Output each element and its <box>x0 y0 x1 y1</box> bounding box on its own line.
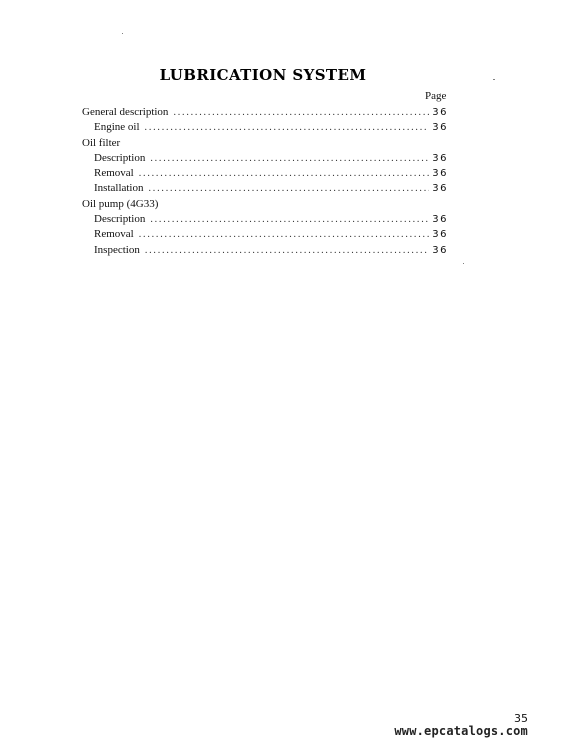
toc-entry-label: Removal <box>94 167 134 180</box>
toc-heading-oil-pump <box>82 197 448 212</box>
toc-entry-page: 36 <box>432 152 448 164</box>
toc-entry-page: 36 <box>432 168 448 180</box>
page-column-header: Page <box>425 90 447 102</box>
table-of-contents <box>82 105 448 258</box>
toc-entry-page: 36 <box>432 183 448 195</box>
toc-entry-label: Installation <box>94 182 144 195</box>
toc-entry-oil-filter-description <box>82 151 448 166</box>
scan-speck <box>463 263 464 264</box>
toc-entry-label: General description <box>82 106 169 118</box>
dot-leader <box>145 120 430 135</box>
toc-entry-oil-pump-removal <box>82 227 448 242</box>
toc-entry-oil-filter-removal <box>82 166 448 181</box>
toc-entry-page: 36 <box>432 107 448 118</box>
toc-entry-oil-filter-installation <box>82 181 448 196</box>
toc-entry-page: 36 <box>432 122 448 134</box>
section-title: LUBRICATION SYSTEM <box>159 66 367 84</box>
dot-leader <box>173 105 429 120</box>
toc-entry-label: Inspection <box>94 243 140 256</box>
toc-entry-label: Oil pump (4G33) <box>82 197 159 210</box>
dot-leader <box>150 212 429 227</box>
page-number: 35 <box>514 712 528 725</box>
toc-entry-engine-oil <box>82 120 448 135</box>
toc-entry-label: Oil filter <box>82 136 121 149</box>
toc-entry-page: 36 <box>432 229 448 241</box>
dot-leader <box>145 243 429 258</box>
toc-entry-label: Description <box>94 213 146 226</box>
toc-heading-oil-filter <box>82 136 448 151</box>
toc-entry-label: Engine oil <box>94 121 140 134</box>
dot-leader <box>139 166 430 181</box>
toc-entry-label: Removal <box>94 228 134 241</box>
scan-speck <box>493 79 495 80</box>
toc-entry-page: 36 <box>432 214 448 226</box>
dot-leader <box>149 181 430 196</box>
toc-entry-page: 36 <box>432 244 448 256</box>
toc-entry-oil-pump-inspection <box>82 243 448 258</box>
dot-leader <box>139 227 430 242</box>
watermark-text: www.epcatalogs.com <box>394 724 528 738</box>
scan-speck <box>122 33 123 34</box>
toc-entry-oil-pump-description <box>82 212 448 227</box>
dot-leader <box>150 151 429 166</box>
toc-entry-general-description <box>82 105 448 120</box>
toc-entry-label: Description <box>94 151 146 164</box>
